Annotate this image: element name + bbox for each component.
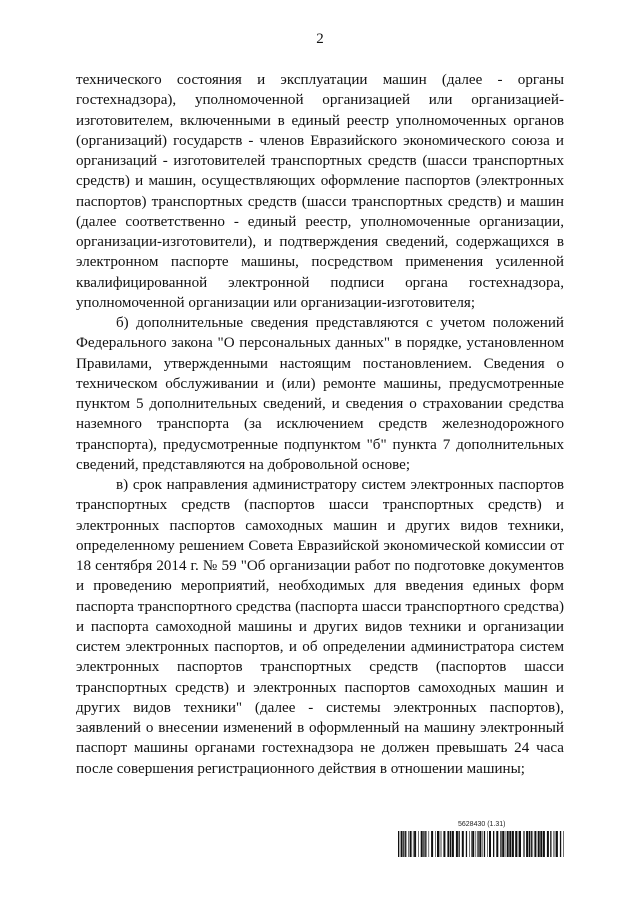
page-number: 2	[316, 31, 324, 47]
barcode-block	[398, 820, 566, 857]
paragraph-v: в) срок направления администратору систем электронных паспортов транспортных средств (паспортов шасси транспортных средств) и электронных паспортов самоходных машин и других видов техники, определенному решением Совета Евразийской экономической комиссии от 18 сентября 2014 г. № 59 "Об организации работ по подготовке документов и проведению мероприятий, необходимых для введения единых форм паспорта транспортного средства (паспорта шасси транспортного средства) и паспорта самоходной машины и других видов техники и организации систем электронных паспортов, и об определении администратора систем электронных паспортов транспортных средств (паспортов шасси транспортных средств) и электронных паспортов самоходных машин и других видов техники" (далее - системы электронных паспортов), заявлений о внесении изменений в оформленный на машину электронный паспорт машины органами гостехнадзора не должен превышать 24 часа после совершения регистрационного действия в отношении машины;	[76, 477, 564, 777]
paragraph-b: б) дополнительные сведения представляются с учетом положений Федерального закона "О персональных данных" в порядке, установленном Правилами, утвержденными настоящим постановлением. Сведения о техническом обслуживании и (или) ремонте машины, предусмотренные пунктом 5 дополнительных сведений, и сведения о страховании средства наземного транспорта (за исключением средств железнодорожного транспорта), предусмотренные подпунктом "б" пункта 7 дополнительных сведений, представляются на добровольной основе;	[76, 315, 564, 473]
barcode-caption: 5628430 (1.31)	[458, 821, 506, 828]
barcode-icon	[398, 831, 564, 857]
paragraph-continuation: технического состояния и эксплуатации машин (далее - органы гостехнадзора), уполномоченной организацией или организацией-изготовителем, включенными в единый реестр уполномоченных органов (организаций) государств - членов Евразийского экономического союза и организаций - изготовителей транспортных средств (шасси транспортных средств) и машин, осуществляющих оформление паспортов (электронных паспортов) транспортных средств (шасси транспортных средств) и машин (далее соответственно - единый реестр, уполномоченные организации, организации-изготовители), и подтверждения сведений, содержащихся в электронном паспорте машины, посредством применения усиленной квалифицированной электронной подписи органа гостехнадзора, уполномоченной организации или организации-изготовителя;	[76, 72, 564, 311]
document-body	[76, 70, 564, 779]
